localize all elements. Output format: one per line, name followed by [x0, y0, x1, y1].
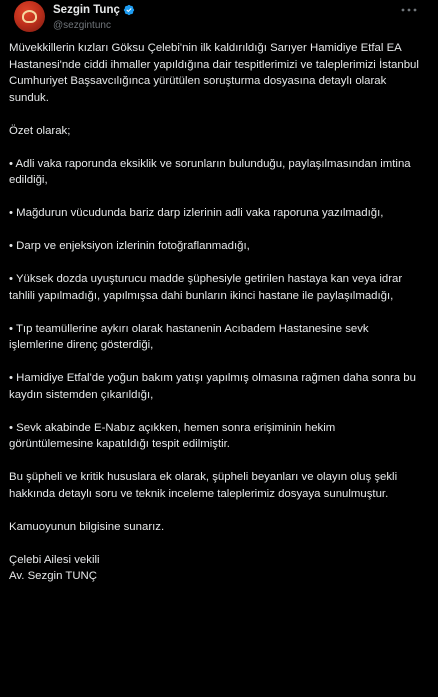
avatar[interactable] [14, 1, 45, 32]
bullet-item: • Yüksek dozda uyuşturucu madde şüphesiyle getirilen hastaya kan veya idrar tahlili yapılmadığı, yapılmışsa dahi bunların ikinci hastane ile paylaşılmadığı, [9, 273, 403, 302]
more-horizontal-icon[interactable] [399, 2, 419, 18]
bullet-item: • Sevk akabinde E-Nabız açıkken, hemen sonra erişiminin hekim görüntülemesine kapatıldığı tespit edilmiştir. [9, 421, 336, 450]
author-names [53, 2, 135, 31]
bullet-item: • Darp ve enjeksiyon izlerinin fotoğraflanmadığı, [9, 240, 250, 252]
avatar-red-logo [22, 10, 37, 23]
signature-line-1: Çelebi Ailesi vekili [9, 553, 100, 566]
signature-line-2: Av. Sezgin TUNÇ [9, 570, 97, 582]
bullet-item: • Tıp teamüllerine aykırı olarak hastanenin Acıbadem Hastanesine sevk işlemlerine direnç gösterdiği, [9, 322, 369, 351]
handle[interactable]: @sezgintunc [53, 20, 111, 31]
closing-paragraph: Bu şüpheli ve kritik hususlara ek olarak, şüpheli beyanları ve olayın oluş şekli hakkında detaylı soru ve teknik inceleme taleplerimiz dosyaya sunulmuştur. [9, 471, 398, 500]
bullet-item: • Mağdurun vücudunda bariz darp izlerinin adli vaka raporuna yazılmadığı, [9, 207, 384, 219]
tweet-header [9, 0, 429, 40]
summary-heading: Özet olarak; [9, 124, 71, 137]
tweet-intro: Müvekkillerin kızları Göksu Çelebi'nin ilk kaldırıldığı Sarıyer Hamidiye Etfal EA Hastanesi'nde ciddi ihmaller yapıldığına dair tespitlerimizi ve taleplerimizi İstanbul Cumhuriyet Başsavcılığınca yürütülen soruşturma dosyasına detaylı olarak sunduk. [9, 42, 419, 104]
bullet-item: • Hamidiye Etfal'de yoğun bakım yatışı yapılmış olmasına rağmen daha sonra bu kaydın sistemden çıkarıldığı, [9, 372, 416, 401]
display-name[interactable]: Sezgin Tunç [53, 4, 120, 16]
display-name-row [53, 2, 135, 18]
bullet-item: • Adli vaka raporunda eksiklik ve sorunların bulunduğu, paylaşılmasından imtina edildiği, [9, 157, 411, 186]
public-notice: Kamuoyunun bilgisine sunarız. [9, 520, 165, 533]
tweet-body [9, 40, 429, 585]
verified-badge-icon [123, 4, 135, 16]
